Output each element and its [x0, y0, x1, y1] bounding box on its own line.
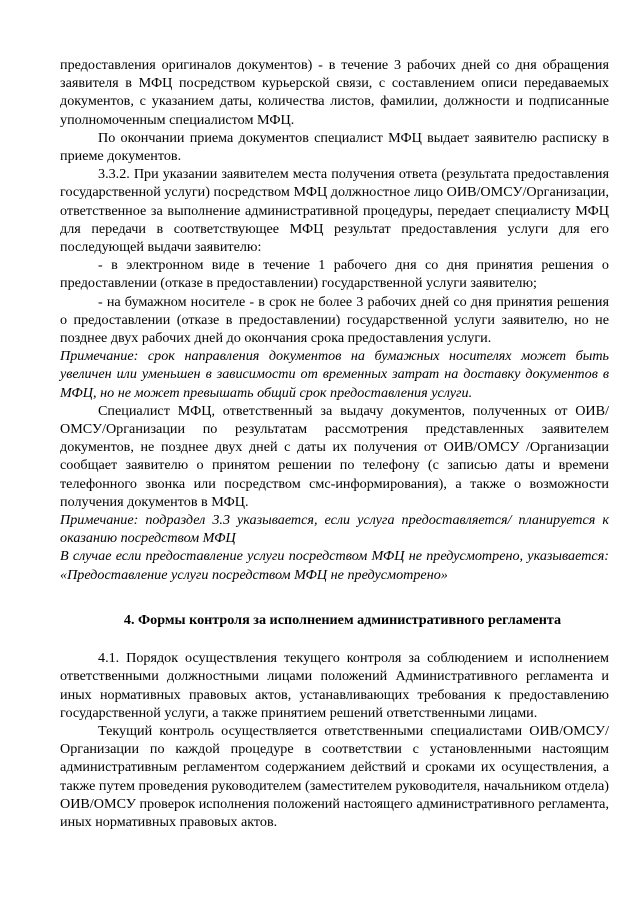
paragraph-4-1: 4.1. Порядок осуществления текущего контроля за соблюдением и исполнением ответственными должностными лицами положений Административного регламента и иных нормативных правовых актов, устанавливающих требования к предоставлению государственной услуги, а также принятием решений ответственными лицами. — [60, 650, 609, 721]
note-not-provided-via-mfc: В случае если предоставление услуги посредством МФЦ не предусмотрено, указывается: «Предоставление услуги посредством МФЦ не предусмотрено» — [60, 548, 609, 583]
paragraph-paper-form: - на бумажном носителе - в срок не более 3 рабочих дней со дня принятия решения о предоставлении (отказе в предоставлении) государственной услуги заявителю, но не позднее двух рабочих дней до окончания срока предоставления услуги. — [60, 293, 609, 347]
section-heading: 4. Формы контроля за исполнением административного регламента — [123, 611, 562, 628]
paragraph-electronic-form: - в электронном виде в течение 1 рабочего дня со дня принятия решения о предоставлении (отказе в предоставлении) государственной услуги заявителю; — [60, 257, 609, 292]
paragraph-current-control: Текущий контроль осуществляется ответственными специалистами ОИВ/ОМСУ/Организации по каждой процедуре в соответствии с установленными настоящим административным регламентом содержанием действий и сроками их осуществления, а также путем проведения руководителем (заместителем руководителя, начальником отдела) ОИВ/ОМСУ проверок исполнения положений настоящего административного регламента, иных нормативных правовых актов. — [60, 722, 609, 830]
paragraph-mfc-specialist: Специалист МФЦ, ответственный за выдачу документов, полученных от ОИВ/ОМСУ/Организации по результатам рассмотрения представленных заявителем документов, не позднее двух дней с даты их получения от ОИВ/ОМСУ /Организации сообщает заявителю о принятом решении по телефону (с записью даты и времени телефонного звонка или посредством смс-информирования), а также о возможности получения документов в МФЦ. — [60, 402, 609, 510]
paragraph-courier-delivery: предоставления оригиналов документов) - в течение 3 рабочих дней со дня обращения заявителя в МФЦ посредством курьерской связи, с составлением описи передаваемых документов, с указанием даты, количества листов, фамилии, должности и подписанные уполномоченным специалистом МФЦ. — [60, 57, 609, 128]
note-subsection-3-3: Примечание: подраздел 3.3 указывается, если услуга предоставляется/ планируется к оказанию посредством МФЦ — [60, 512, 609, 547]
paragraph-receipt-issue: По окончании приема документов специалист МФЦ выдает заявителю расписку в приеме документов. — [60, 129, 609, 165]
paragraph-3-3-2: 3.3.2. При указании заявителем места получения ответа (результата предоставления государственной услуги) посредством МФЦ должностное лицо ОИВ/ОМСУ/Организации, ответственное за выполнение административной процедуры, передает специалисту МФЦ для передачи в соответствующее МФЦ результат предоставления услуги для его последующей выдачи заявителю: — [60, 166, 609, 256]
note-paper-delivery-term: Примечание: срок направления документов на бумажных носителях может быть увеличен или уменьшен в зависимости от временных затрат на доставку документов в МФЦ, но не может превышать общий срок предоставления услуги. — [60, 348, 609, 401]
